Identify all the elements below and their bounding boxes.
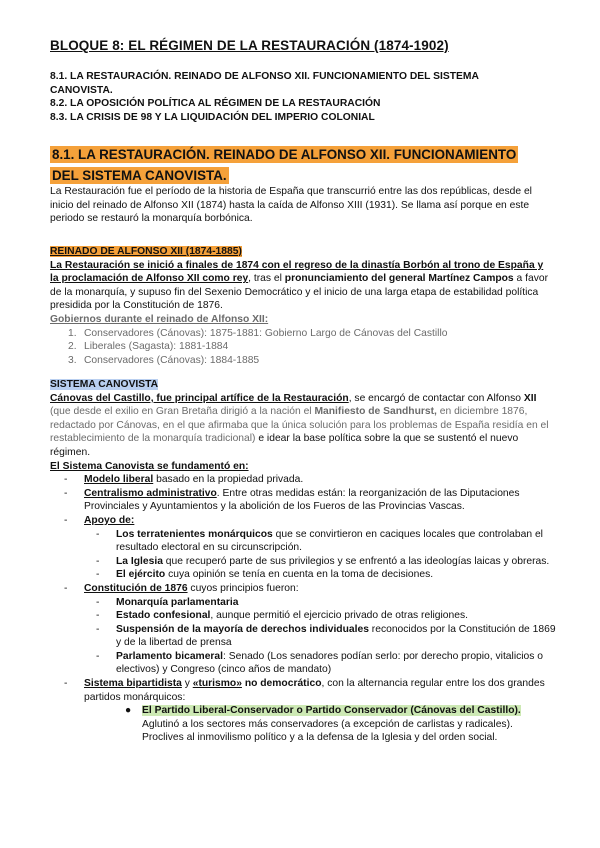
item-bold-text: El Partido Liberal-Conservador o Partido Conservador (Cánovas del Castillo). — [142, 705, 521, 717]
sub-list-item — [50, 609, 556, 623]
item-bold-text: La Iglesia — [116, 555, 163, 567]
gobiernos-list — [50, 327, 552, 368]
toc-item: 8.1. LA RESTAURACIÓN. REINADO DE ALFONSO XII. FUNCIONAMIENTO DEL SISTEMA — [50, 71, 479, 82]
sub-list-item — [50, 568, 556, 582]
item-bold-text: El ejército — [116, 569, 166, 581]
dash-marker: - — [96, 528, 100, 540]
reinado-bold-text: La Restauración se inició a finales de 1874 con el regreso de la dinastía Borbón al trono de España y la proclamación de Alfonso XII como rey — [50, 259, 544, 285]
reinado-section — [50, 245, 552, 367]
dash-marker: - — [64, 514, 68, 526]
dash-marker: - — [96, 610, 100, 622]
fundamentos-heading: El Sistema Canovista se fundamentó en: — [50, 460, 249, 472]
dash-marker: - — [96, 569, 100, 581]
bullet-item — [50, 704, 556, 718]
bullet-marker: ● — [125, 705, 132, 717]
list-item — [50, 340, 552, 354]
dash-marker: - — [96, 596, 100, 608]
item-bold-text: Centralismo administrativo — [84, 487, 217, 499]
dash-marker: - — [64, 582, 68, 594]
item-text: cuyos principios fueron: — [187, 582, 299, 594]
sistema-paragraph — [50, 392, 556, 460]
item-bold-text: Parlamento bicameral — [116, 650, 224, 662]
list-text: Conservadores (Cánovas): 1884-1885 — [84, 354, 260, 366]
dash-marker: - — [64, 474, 68, 486]
section-heading-line1: 8.1. LA RESTAURACIÓN. REINADO DE ALFONSO XII. FUNCIONAMIENTO — [52, 147, 517, 162]
item-bold-text: Sistema bipartidista — [84, 678, 182, 690]
intro-paragraph: La Restauración fue el período de la historia de España que transcurrió entre las dos repúblicas, desde el inicio del reinado de Alfonso XII (1874) hasta la caída de Alfonso XIII (1931). Se llama así porque en este periodo se restauró la monarquía borbónica. — [50, 186, 532, 225]
dash-marker: - — [96, 650, 100, 662]
item-bold-text: Constitución de 1876 — [84, 582, 188, 594]
list-number: 2. — [68, 341, 77, 353]
item-text: : Senado (Los senadores podían serlo: por derecho propio, vitalicios o electivos) y Congreso (cinco años de mandato) — [116, 650, 544, 676]
sistema-text: , se encargó de contactar con Alfonso — [348, 392, 524, 404]
item-text: que se convirtieron en caciques locales que controlaban el resultado electoral en su circunscripción. — [116, 528, 543, 554]
item-text: basado en la propiedad privada. — [153, 474, 304, 486]
table-of-contents — [50, 70, 550, 124]
list-number: 3. — [68, 354, 77, 366]
toc-item: 8.3. LA CRISIS DE 98 Y LA LIQUIDACIÓN DEL IMPERIO COLONIAL — [50, 111, 375, 123]
reinado-text: , tras el — [248, 273, 285, 285]
item-text: y — [181, 678, 193, 690]
item-text: cuya opinión se tenía en cuenta en la toma de decisiones. — [165, 569, 434, 581]
item-bold-text: Apoyo de: — [84, 514, 135, 526]
toc-item: 8.2. LA OPOSICIÓN POLÍTICA AL RÉGIMEN DE LA RESTAURACIÓN — [50, 98, 381, 110]
list-text: Conservadores (Cánovas): 1875-1881: Gobierno Largo de Cánovas del Castillo — [84, 327, 448, 339]
reinado-heading: REINADO DE ALFONSO XII (1874-1885) — [50, 246, 242, 257]
list-item — [50, 514, 556, 528]
item-bold-text: Monarquía parlamentaria — [116, 596, 239, 608]
list-item — [50, 354, 552, 368]
list-item — [50, 677, 556, 704]
sistema-bold-text: XII — [523, 392, 537, 404]
item-bold-text: «turismo» — [192, 678, 242, 690]
toc-item: CANOVISTA. — [50, 84, 113, 96]
item-text: que recuperó parte de sus privilegios y se enfrentó a las ideologías laicas y obreras. — [162, 555, 550, 567]
list-number: 1. — [68, 327, 77, 339]
bullet-continuation: Proclives al inmovilismo político y a la defensa de la Iglesia y del orden social. — [142, 732, 498, 744]
item-text: , con la alternancia regular entre los dos grandes partidos monárquicos: — [84, 678, 545, 703]
document-title: BLOQUE 8: EL RÉGIMEN DE LA RESTAURACIÓN (1874-1902) — [50, 38, 449, 53]
sistema-heading: SISTEMA CANOVISTA — [50, 379, 159, 390]
item-text: . Entre otras medidas están: la reorganización de las Diputaciones Provinciales y Ayuntamientos y la abolición de los Fueros de las Provincias Vascas. — [84, 487, 520, 513]
item-bold-text: Los terratenientes monárquicos — [116, 528, 273, 540]
list-item — [50, 327, 552, 341]
list-text: Liberales (Sagasta): 1881-1884 — [84, 341, 229, 353]
sistema-bold-text: Cánovas del Castillo, fue principal artífice de la Restauración — [50, 392, 349, 404]
sistema-section — [50, 378, 556, 745]
list-item — [50, 582, 556, 596]
item-bold-text: Estado confesional — [116, 610, 211, 622]
sistema-text: (que desde el exilio en Gran Bretaña dirigió a la nación el — [50, 406, 315, 418]
item-bold-text: no democrático — [241, 678, 322, 690]
dash-marker: - — [96, 555, 100, 567]
reinado-paragraph — [50, 259, 552, 313]
dash-marker: - — [64, 487, 68, 499]
reinado-text: a favor de la monarquía, y supuso fin del Sexenio Democrático y el inicio de una larga etapa de estabilidad política presidida por la Constitución de 1876. — [50, 273, 549, 312]
sub-list-item — [50, 528, 556, 555]
item-text: , aunque permitió el ejercicio privado de otras religiones. — [210, 610, 468, 622]
section-heading-line2: DEL SISTEMA CANOVISTA. — [52, 168, 227, 183]
sub-list-item — [50, 623, 556, 650]
dash-marker: - — [64, 678, 68, 690]
sub-list-item — [50, 555, 556, 569]
section-heading — [50, 144, 550, 186]
list-item — [50, 487, 556, 514]
sistema-bold-text: Manifiesto de Sandhurst, — [314, 406, 437, 418]
sub-list-item — [50, 650, 556, 677]
reinado-bold-text: pronunciamiento del general Martínez Campos — [284, 273, 514, 285]
bullet-continuation: Aglutinó a los sectores más conservadores (a excepción de carlistas y radicales). — [142, 718, 513, 730]
list-item — [50, 473, 556, 487]
item-text: reconocidos por la Constitución de 1869 y de la libertad de prensa — [116, 623, 556, 649]
item-bold-text: Modelo liberal — [84, 474, 154, 486]
sistema-text: e idear la base política sobre la que se sustentó el nuevo régimen. — [50, 433, 519, 458]
item-bold-text: Suspensión de la mayoría de derechos individuales — [116, 623, 369, 635]
sistema-text: en diciembre 1876, redactado por Cánovas, en el que afirmaba que la única solución para los problemas de España residía en el restablecimiento de la monarquía tradicional) — [50, 406, 549, 445]
dash-marker: - — [96, 623, 100, 635]
gobiernos-heading: Gobiernos durante el reinado de Alfonso XII: — [50, 313, 269, 325]
sub-list-item — [50, 596, 556, 610]
